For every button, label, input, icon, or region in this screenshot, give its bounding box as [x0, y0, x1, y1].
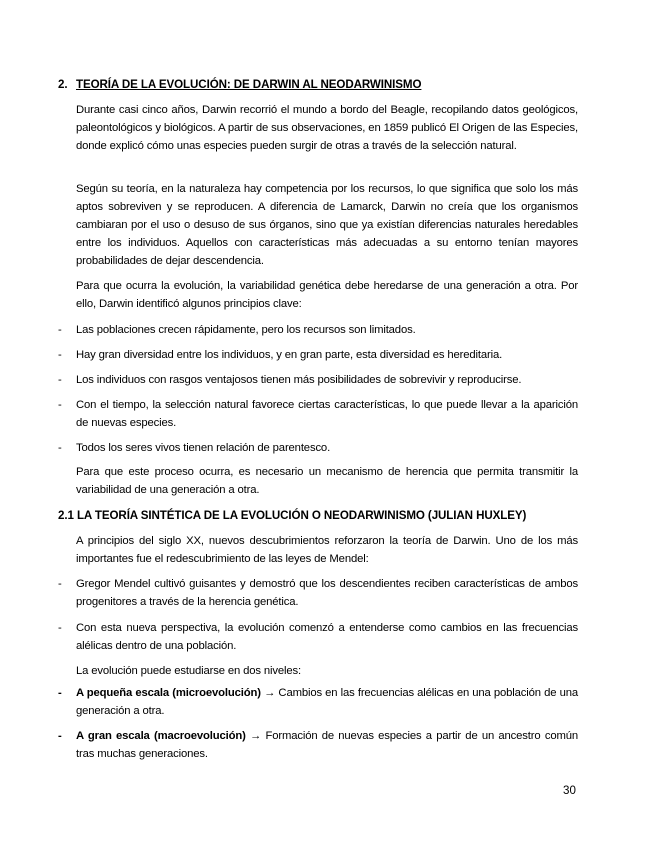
list-item [58, 396, 578, 432]
list-dash: - [58, 324, 62, 336]
section-number: 2. [58, 78, 68, 91]
list-item-text: Los individuos con rasgos ventajosos tienen más posibilidades de sobrevivir y reproducirse. [76, 374, 522, 386]
list-item [58, 346, 578, 364]
subsection-intro: A principios del siglo XX, nuevos descubrimientos reforzaron la teoría de Darwin. Uno de los más importantes fue el redescubrimiento de las leyes de Mendel: [76, 535, 578, 565]
list-dash: - [58, 687, 62, 699]
list-dash: - [58, 349, 62, 361]
list-item [58, 321, 578, 339]
closing-paragraph: Para que este proceso ocurra, es necesario un mecanismo de herencia que permita transmitir la variabilidad de una generación a otra. [76, 466, 578, 496]
paragraph-2: Según su teoría, en la naturaleza hay competencia por los recursos, lo que significa que solo los más aptos sobreviven y se reproducen. A diferencia de Lamarck, Darwin no creía que los organismos cambiaran por el uso o desuso de sus órganos, sino que ya existían diferencias naturales heredables entre los individuos. Aquellos con características más adecuadas a su entorno tenían mayores probabilidades de dejar descendencia. [76, 183, 578, 267]
list-item-text: Con el tiempo, la selección natural favorece ciertas características, lo que puede llevar a la aparición de nuevas especies. [76, 399, 578, 429]
list-dash: - [58, 399, 62, 411]
subsection-heading: 2.1 LA TEORÍA SINTÉTICA DE LA EVOLUCIÓN O NEODARWINISMO (JULIAN HUXLEY) [58, 509, 527, 522]
list-item-text [76, 727, 578, 763]
section-heading [58, 78, 421, 91]
paragraph-1: Durante casi cinco años, Darwin recorrió el mundo a bordo del Beagle, recopilando datos geológicos, paleontológicos y biológicos. A partir de sus observaciones, en 1859 publicó El Origen de las Especies, donde explicó cómo unas especies pueden surgir de otras a través de la selección natural. [76, 104, 578, 152]
list-item [58, 439, 578, 457]
list-item-text [76, 684, 578, 720]
list-item-text: Las poblaciones crecen rápidamente, pero los recursos son limitados. [76, 324, 416, 336]
list-item-text: Con esta nueva perspectiva, la evolución comenzó a entenderse como cambios en las frecuencias alélicas dentro de una población. [76, 622, 578, 652]
list-item-text: Hay gran diversidad entre los individuos, y en gran parte, esta diversidad es hereditaria. [76, 349, 503, 361]
levels-intro: La evolución puede estudiarse en dos niveles: [76, 665, 301, 677]
list-dash: - [58, 730, 62, 742]
list-item [58, 575, 578, 611]
list-dash: - [58, 622, 62, 634]
section-title: TEORÍA DE LA EVOLUCIÓN: DE DARWIN AL NEODARWINISMO [76, 78, 422, 91]
level-term: A gran escala (macroevolución) [76, 730, 246, 742]
level-term: A pequeña escala (microevolución) [76, 687, 261, 699]
list-dash: - [58, 578, 62, 590]
list-item-text: Gregor Mendel cultivó guisantes y demostró que los descendientes reciben características de ambos progenitores a través de la herencia genética. [76, 578, 578, 608]
list-item [58, 684, 578, 720]
list-item [58, 727, 578, 763]
list-dash: - [58, 374, 62, 386]
page-number: 30 [563, 784, 576, 797]
list-dash: - [58, 442, 62, 454]
list-item [58, 619, 578, 655]
level-desc: → Cambios en las frecuencias alélicas en una población de una generación a otra. [76, 687, 578, 717]
level-desc: → Formación de nuevas especies a partir de un ancestro común tras muchas generaciones. [76, 730, 578, 760]
list-item [58, 371, 578, 389]
paragraph-3: Para que ocurra la evolución, la variabilidad genética debe heredarse de una generación a otra. Por ello, Darwin identificó algunos principios clave: [76, 280, 578, 310]
list-item-text: Todos los seres vivos tienen relación de parentesco. [76, 442, 331, 454]
